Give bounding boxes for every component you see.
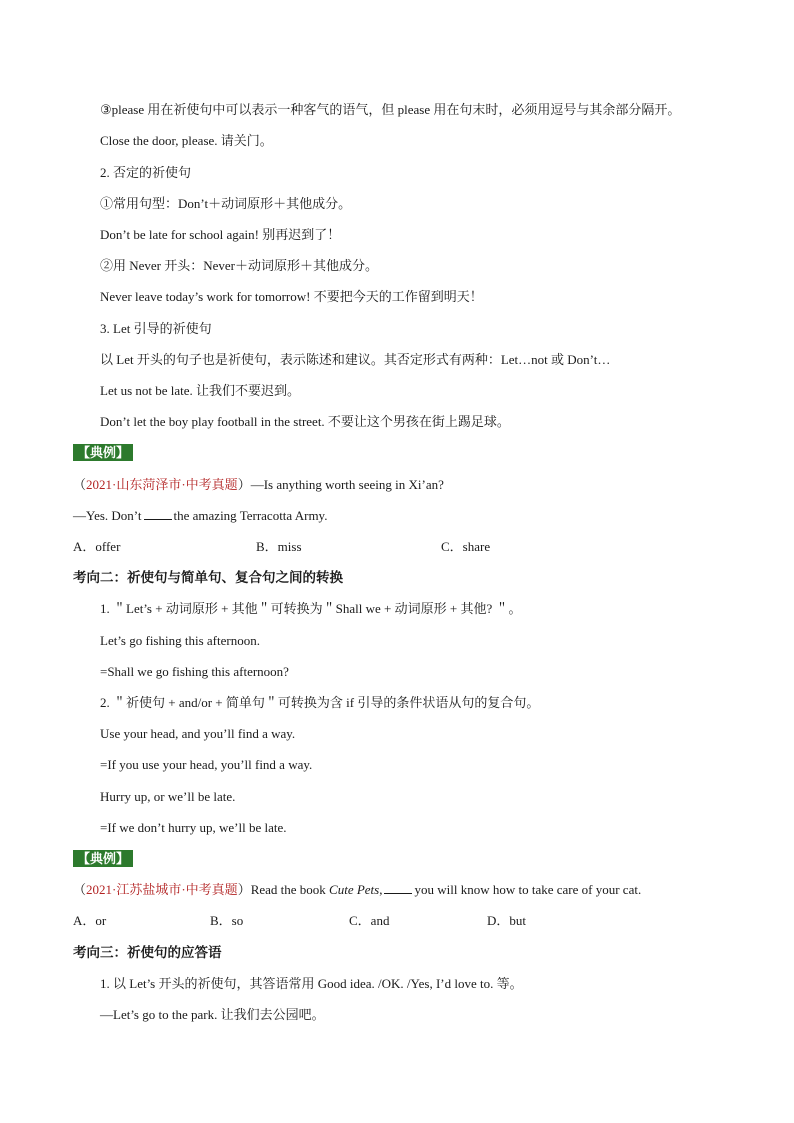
option-b[interactable]: B．miss [256,539,302,554]
example-sentence: Never leave today’s work for tomorrow! 不要把今天的工作留到明天！ [100,289,483,304]
rule-lets: 1. ＂Let’s + 动词原形 + 其他＂可转换为＂Shall we + 动词原形 + 其他? ＂。 [100,601,522,616]
option-a[interactable]: A．offer [73,539,121,554]
example-sentence: Close the door, please. 请关门。 [100,133,273,148]
option-a[interactable]: A．or [73,913,107,928]
example2-question: （2021·江苏盐城市·中考真题）Read the book Cute Pets, you will know how to take care of your cat. [73,882,642,897]
example-tag: 【典例】 [73,444,133,461]
example-tag-line [73,444,133,462]
exam-source: 2021·山东菏泽市·中考真题 [86,477,238,492]
rule-responses: 1. 以 Let’s 开头的祈使句，其答语常用 Good idea. /OK. /Yes, I’d love to. 等。 [100,976,523,991]
rule-and-or: 2. ＂祈使句 + and/or + 简单句＂可转换为含 if 引导的条件状语从句的复合句。 [100,695,540,710]
example-sentence: =If you use your head, you’ll find a way. [100,757,313,772]
example-tag: 【典例】 [73,850,133,867]
option-b[interactable]: B．so [210,913,244,928]
section-heading: 考向二：祈使句与简单句、复合句之间的转换 [73,570,343,585]
section-heading: 考向三：祈使句的应答语 [73,945,222,960]
exam-source: 2021·江苏盐城市·中考真题 [86,882,238,897]
example-sentence: =If we don’t hurry up, we’ll be late. [100,820,287,835]
rule-dont: ①常用句型：Don’t＋动词原形＋其他成分。 [100,196,352,211]
rule-let: 以 Let 开头的句子也是祈使句，表示陈述和建议。其否定形式有两种：Let…not 或 Don’t… [100,352,611,367]
rule-please: ③please 用在祈使句中可以表示一种客气的语气，但 please 用在句末时，必须用逗号与其余部分隔开。 [100,102,681,117]
subheading-let: 3. Let 引导的祈使句 [100,321,212,336]
answer-blank[interactable] [144,507,172,520]
example-tag-line [73,850,133,868]
option-c[interactable]: C．share [441,539,491,554]
example1-answer: —Yes. Don’t the amazing Terracotta Army. [73,508,328,523]
option-d[interactable]: D．but [487,913,527,928]
example1-question: （2021·山东菏泽市·中考真题）—Is anything worth seeing in Xi’an? [73,477,444,492]
example-sentence: Let us not be late. 让我们不要迟到。 [100,383,301,398]
option-c[interactable]: C．and [349,913,390,928]
example-sentence: =Shall we go fishing this afternoon? [100,664,289,679]
example-sentence: Don’t let the boy play football in the street. 不要让这个男孩在街上踢足球。 [100,414,510,429]
example-sentence: —Let’s go to the park. 让我们去公园吧。 [100,1007,325,1022]
example-sentence: Use your head, and you’ll find a way. [100,726,296,741]
rule-never: ②用 Never 开头：Never＋动词原形＋其他成分。 [100,258,379,273]
example-sentence: Hurry up, or we’ll be late. [100,789,236,804]
answer-blank[interactable] [384,881,412,894]
subheading-negative: 2. 否定的祈使句 [100,165,192,180]
book-title: Cute Pets [329,882,380,897]
example-sentence: Let’s go fishing this afternoon. [100,633,260,648]
example-sentence: Don’t be late for school again! 别再迟到了！ [100,227,341,242]
